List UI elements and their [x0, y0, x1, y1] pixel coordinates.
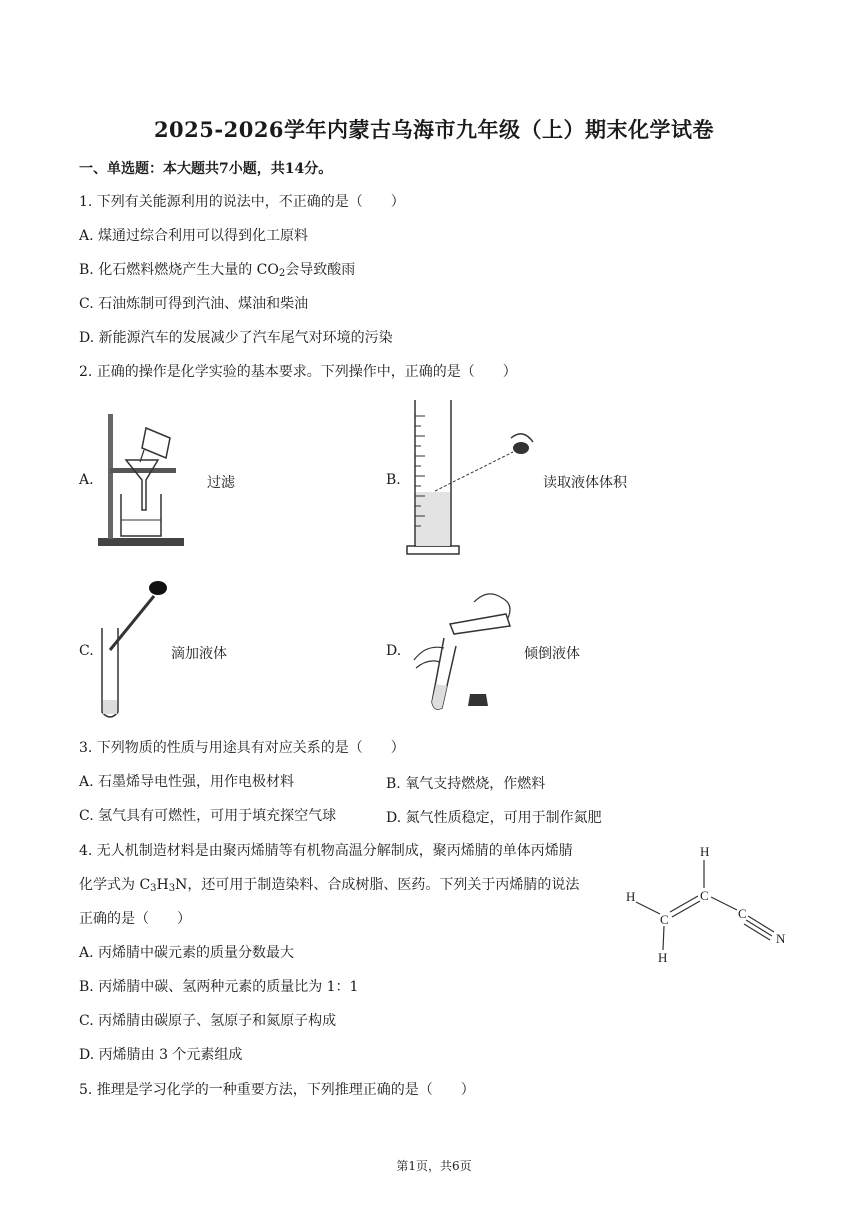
question-4-stem-line-3: 正确的是（ ） — [79, 911, 191, 927]
q4-option-b: B. 丙烯腈中碳、氢两种元素的质量比为 1：1 — [79, 979, 359, 995]
section-heading: 一、单选题：本大题共7小题，共14分。 — [79, 161, 333, 177]
atom-c-left: C — [660, 912, 669, 927]
q3-option-c: C. 氢气具有可燃性，可用于填充探空气球 — [79, 808, 337, 824]
filtration-apparatus-icon — [96, 410, 186, 550]
q2-option-c-letter: C. — [79, 643, 94, 659]
question-4-stem-line-1: 4. 无人机制造材料是由聚丙烯腈等有机物高温分解制成，聚丙烯腈的单体丙烯腈 — [79, 843, 573, 859]
question-5-stem: 5. 推理是学习化学的一种重要方法，下列推理正确的是（ ） — [79, 1082, 475, 1098]
atom-h-top: H — [700, 844, 710, 859]
atom-c-right: C — [738, 906, 747, 921]
q4-option-a: A. 丙烯腈中碳元素的质量分数最大 — [79, 945, 295, 961]
question-4-stem-line-2: 化学式为 $C_3H_3N$，还可用于制造染料、合成树脂、医药。下列关于丙烯腈的说法 — [79, 877, 580, 894]
acrylonitrile-structure-diagram — [622, 840, 792, 970]
q2-option-c-caption: 滴加液体 — [171, 646, 227, 662]
q2-option-b-letter: B. — [386, 472, 401, 488]
page-title: 2025-2026学年内蒙古乌海市九年级（上）期末化学试卷 — [153, 117, 715, 142]
q2-option-a-letter: A. — [79, 472, 94, 488]
q3-option-d: D. 氮气性质稳定，可用于制作氮肥 — [386, 810, 602, 826]
q2-option-d-letter: D. — [386, 643, 402, 659]
q4-option-c: C. 丙烯腈由碳原子、氢原子和氮原子构成 — [79, 1013, 337, 1029]
q1-option-b: B. 化石燃料燃烧产生大量的 $CO_2$会导致酸雨 — [79, 262, 356, 279]
q1-option-a: A. 煤通过综合利用可以得到化工原料 — [79, 228, 309, 244]
q2-option-a-caption: 过滤 — [207, 475, 235, 491]
question-1-stem: 1. 下列有关能源利用的说法中，不正确的是（ ） — [79, 194, 405, 210]
atom-n: N — [776, 931, 786, 946]
atom-h-bottom: H — [658, 950, 668, 965]
question-2-stem: 2. 正确的操作是化学实验的基本要求。下列操作中，正确的是（ ） — [79, 364, 517, 380]
atom-h-left: H — [626, 889, 636, 904]
q2-option-b-caption: 读取液体体积 — [543, 475, 627, 491]
q3-option-b: B. 氧气支持燃烧，作燃料 — [386, 776, 546, 792]
pouring-liquid-icon — [410, 584, 525, 716]
q1-option-c: C. 石油炼制可得到汽油、煤油和柴油 — [79, 296, 309, 312]
q1-option-d: D. 新能源汽车的发展减少了汽车尾气对环境的污染 — [79, 330, 393, 346]
question-3-stem: 3. 下列物质的性质与用途具有对应关系的是（ ） — [79, 740, 405, 756]
q3-option-a: A. 石墨烯导电性强，用作电极材料 — [79, 774, 295, 790]
q2-option-d-caption: 倾倒液体 — [524, 646, 580, 662]
graduated-cylinder-icon — [405, 396, 545, 558]
q4-option-d: D. 丙烯腈由 3 个元素组成 — [79, 1047, 243, 1063]
atom-c-middle: C — [700, 888, 709, 903]
dropper-and-test-tube-icon — [98, 576, 170, 724]
page-footer: 第1页，共6页 — [396, 1159, 472, 1173]
